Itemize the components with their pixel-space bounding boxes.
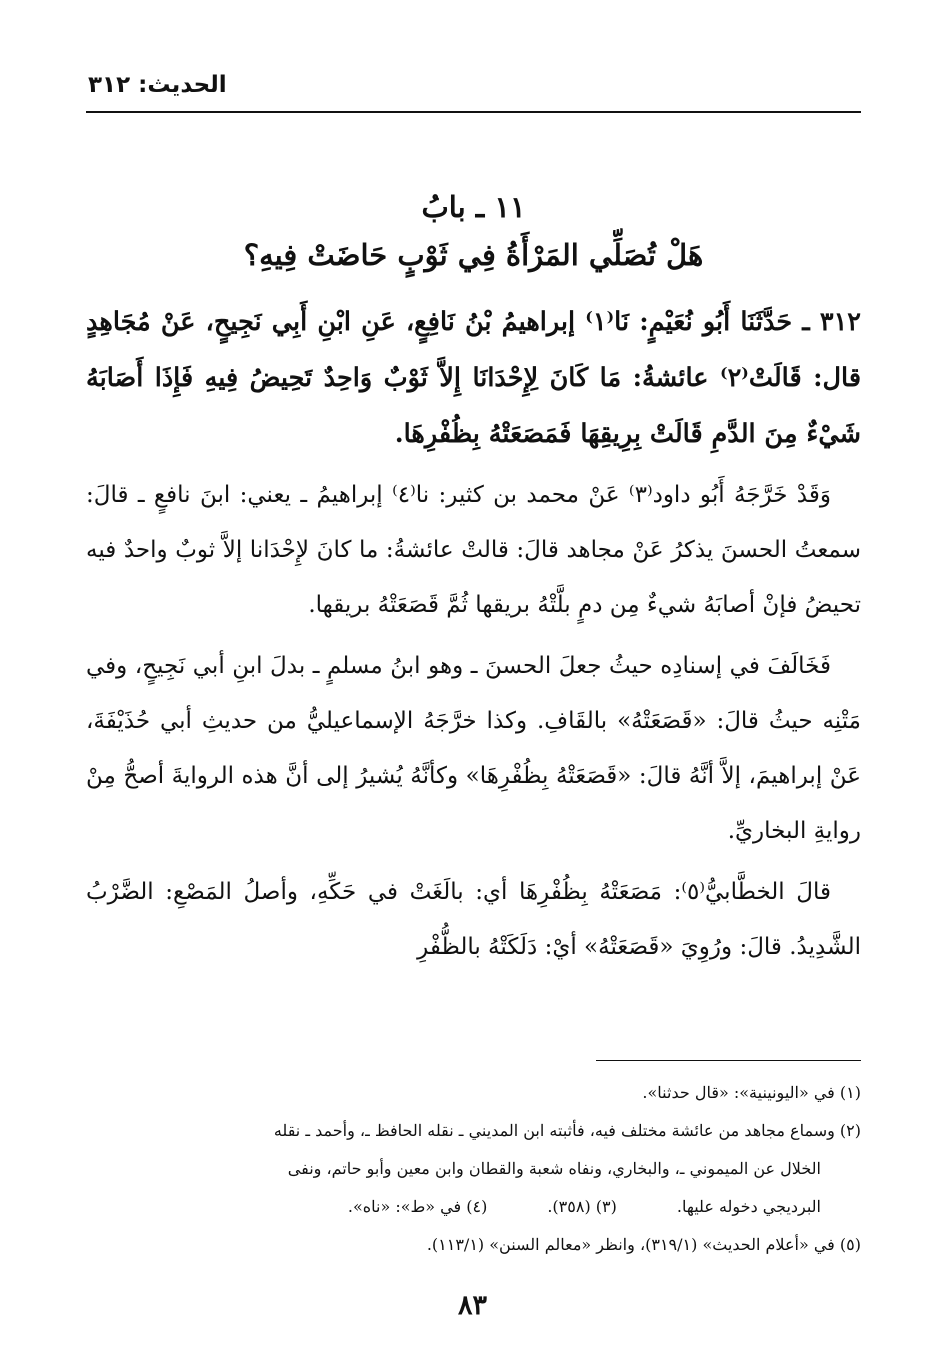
footnote-2-end: البرديجي دخوله عليها. (676, 1197, 821, 1216)
footnote-2-line-1: (٢) وسماع مجاهد من عائشة مختلف فيه، فأثبته ابن المديني ـ نقله الحافظ ـ، وأحمد ـ نقله (273, 1121, 861, 1140)
page-number: ٨٣ (457, 1290, 487, 1321)
footnote-1: (١) في «اليونينية»: «قال حدثنا». (642, 1083, 861, 1102)
footnote-2-line-2: الخلال عن الميموني ـ، والبخاري، ونفاه شعبة والقطان وابن معين وأبو حاتم، ونفى (287, 1159, 821, 1178)
commentary-paragraph-2: فَخَالَفَ في إسنادِه حيثُ جعلَ الحسنَ ـ وهو ابنُ مسلمٍ ـ بدلَ ابنِ أبي نَجِيحٍ، وفي مَتْنِه حيثُ قالَ: «قَصَعَتْهُ» بالقَافِ. وكذا خرَّجَهُ الإسماعيليُّ من حديثِ أبي حُذَيْفَةَ، عَنْ إبراهيمَ، إلاَّ أنَّهُ قالَ: «قَصَعَتْهُ بِظُفْرِهَا» وكأنَّهُ يُشيرُ إلى أنَّ هذه الروايةَ أصحُّ مِنْ روايةِ البخاريِّ. (86, 653, 861, 844)
footnote-3: (٣) (٣٥٨). (547, 1197, 617, 1216)
header-divider (86, 111, 861, 113)
footnotes (86, 1074, 861, 1264)
commentary-paragraph-1: وَقَدْ خَرَّجَهُ أَبُو داود⁽٣⁾ عَنْ محمد بن كثير: نا⁽٤⁾ إبراهيمُ ـ يعني: ابنَ نافعٍ ـ قالَ: سمعتُ الحسنَ يذكرُ عَنْ مجاهد قالَ: قالتْ عائشةُ: ما كانَ لإِحْدَانا إلاَّ ثوبٌ واحدٌ فيه تحيضُ فإنْ أصابَهُ شيءٌ مِن دمٍ بلَّتْهُ بريقها ثُمَّ قَصَعَتْهُ بريقها. (86, 482, 861, 618)
main-text (86, 190, 861, 981)
commentary-paragraph-3: قالَ الخطَّابيُّ⁽٥⁾: مَصَعَتْهُ بِظُفْرِهَا أي: بالَغَتْ في حَكِّهِ، وأصلُ المَصْعِ: الضَّرْبُ الشَّدِيدُ. قالَ: ورُوِيَ «قَصَعَتْهُ» أيْ: دَلَكَتْهُ بالظُّفْرِ (86, 879, 861, 960)
footnote-2-line-3 (86, 1188, 861, 1226)
footnote-5: (٥) في «أعلام الحديث» (٣١٩/١)، وانظر «معالم السنن» (١١٣/١). (426, 1235, 861, 1254)
chapter-title: هَلْ تُصَلِّي المَرْأَةُ فِي ثَوْبٍ حَاضَتْ فِيهِ؟ (243, 238, 704, 272)
running-header: الحديث: ٣١٢ (88, 72, 227, 98)
footnote-4: (٤) في «ط»: «ناه». (347, 1197, 488, 1216)
chapter-number: ١١ ـ بابُ (421, 190, 526, 224)
footnote-divider (596, 1060, 861, 1061)
hadith-text: ٣١٢ ـ حَدَّثَنَا أَبُو نُعَيْمٍ: نَا⁽١⁾ إبراهيمُ بْنُ نَافِعٍ، عَنِ ابْنِ أَبِي نَجِيحٍ، عَنْ مُجَاهِدٍ قال: قَالَتْ⁽٢⁾ عائشةُ: مَا كَانَ لِإِحْدَانَا إِلاَّ ثَوْبٌ وَاحِدٌ تَحِيضُ فِيهِ فَإِذَا أَصَابَهُ شَيْءٌ مِنَ الدَّمِ قَالَتْ بِرِيقِهَا فَمَصَعَتْهُ بِظُفْرِهَا. (86, 307, 862, 449)
